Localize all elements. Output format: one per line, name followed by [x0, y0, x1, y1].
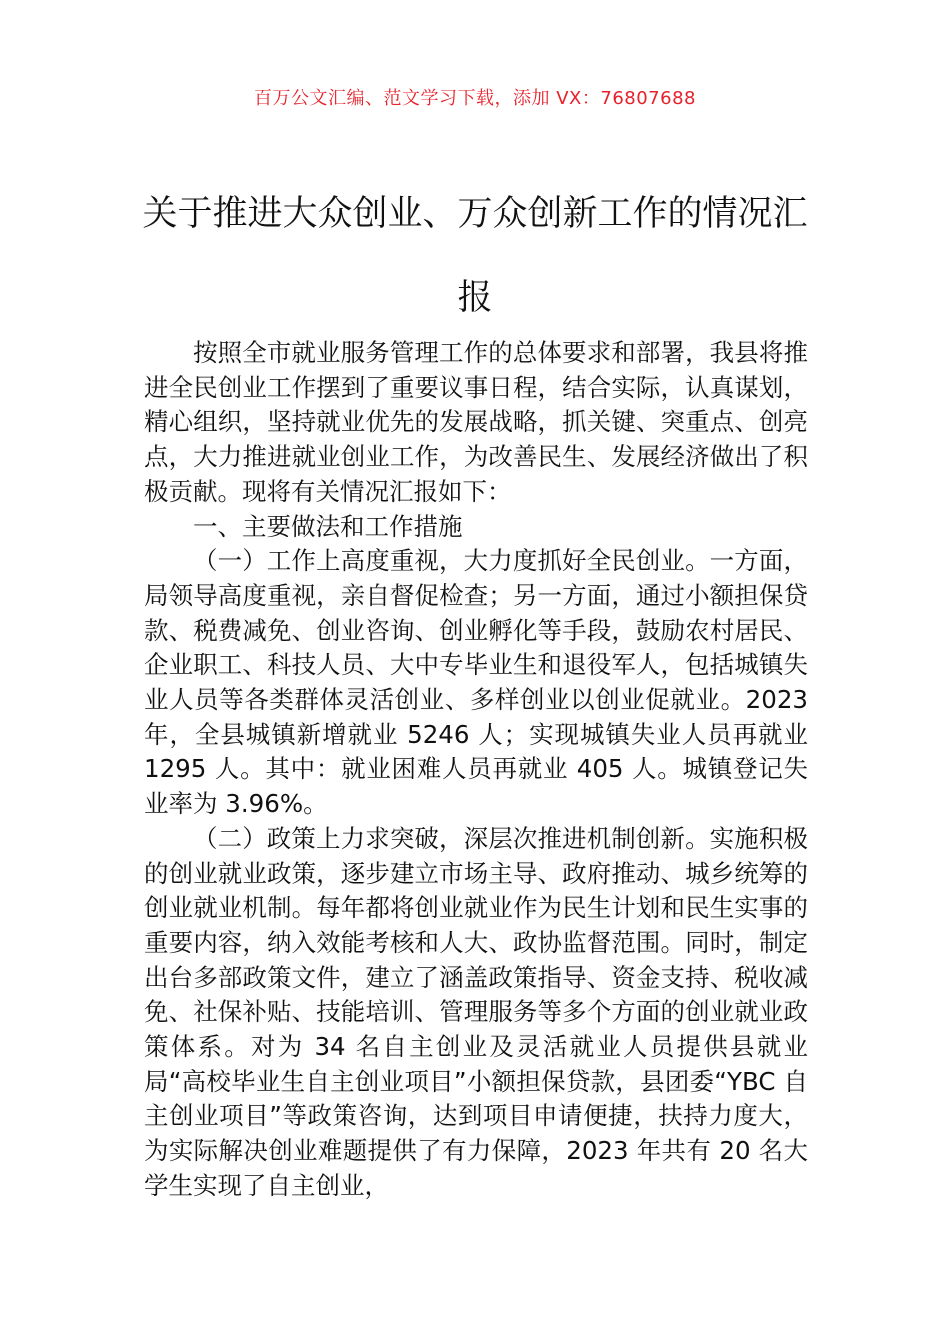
subsection-2-paragraph: （二）政策上力求突破，深层次推进机制创新。实施积极的创业就业政策，逐步建立市场主导、政府推动、城乡统筹的创业就业机制。每年都将创业就业作为民生计划和民生实事的重要内容，纳入效能考核和人大、政协监督范围。同时，制定出台多部政策文件，建立了涵盖政策指导、资金支持、税收减免、社保补贴、技能培训、管理服务等多个方面的创业就业政策体系。对为 34 名自主创业及灵活就业人员提供县就业局“高校毕业生自主创业项目”小额担保贷款，县团委“YBC 自主创业项目”等政策咨询，达到项目申请便捷，扶持力度大，为实际解决创业难题提供了有力保障，2023 年共有 20 名大学生实现了自主创业，	[144, 823, 808, 1200]
watermark-banner: 百万公文汇编、范文学习下载，添加 VX：76807688	[254, 88, 696, 109]
section-heading: 一、主要做法和工作措施	[193, 511, 463, 541]
document-body	[144, 336, 808, 1204]
subsection-1-paragraph: （一）工作上高度重视，大力度抓好全民创业。一方面，局领导高度重视，亲自督促检查；另一方面，通过小额担保贷款、税费减免、创业咨询、创业孵化等手段，鼓励农村居民、企业职工、科技人员、大中专毕业生和退役军人，包括城镇失业人员等各类群体灵活创业、多样创业以创业促就业。2023 年，全县城镇新增就业 5246 人；实现城镇失业人员再就业 1295 人。其中：就业困难人员再就业 405 人。城镇登记失业率为 3.96%。	[144, 546, 808, 819]
document-title: 关于推进大众创业、万众创新工作的情况汇报	[142, 194, 808, 318]
intro-paragraph: 按照全市就业服务管理工作的总体要求和部署，我县将推进全民创业工作摆到了重要议事日程，结合实际，认真谋划，精心组织，坚持就业优先的发展战略，抓关键、突重点、创亮点，大力推进就业创业工作，为改善民生、发展经济做出了积极贡献。现将有关情况汇报如下：	[144, 338, 808, 506]
